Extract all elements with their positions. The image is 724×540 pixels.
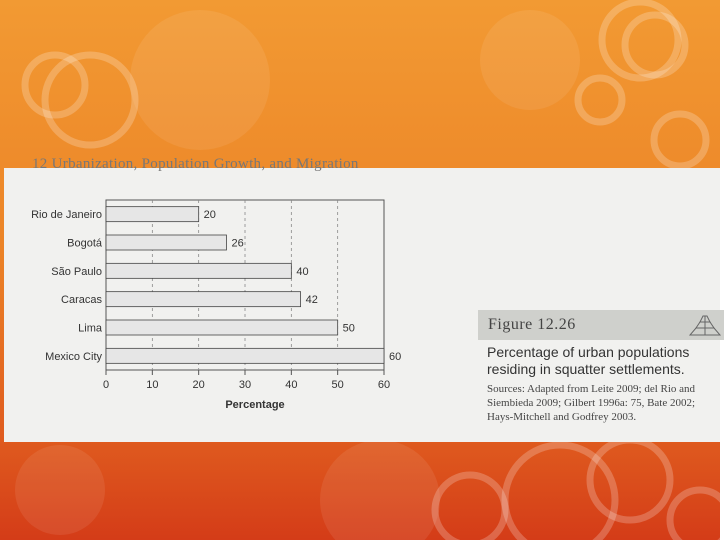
category-label: Caracas: [61, 294, 102, 307]
x-tick-label: 0: [102, 379, 110, 391]
value-label: 50: [342, 322, 355, 335]
x-tick-label: 40: [285, 379, 298, 391]
bar: [106, 235, 226, 250]
figure-label: Figure 12.26: [488, 316, 576, 333]
bar: [106, 263, 291, 278]
bar: [106, 320, 338, 335]
value-label: 26: [231, 237, 244, 250]
chart-plot: [31, 200, 401, 411]
bar: [106, 292, 301, 307]
category-label: Bogotá: [67, 237, 102, 250]
figure-label-box: [478, 310, 724, 340]
x-axis-title: Percentage: [225, 399, 285, 411]
x-tick-label: 30: [238, 379, 252, 391]
x-tick-label: 10: [146, 379, 159, 391]
x-tick-label: 60: [377, 379, 391, 391]
caption-sources: Sources: Adapted from Leite 2009; del Rio and Siembieda 2009; Gilbert 1996a: 75, Bate 2002; Hays-Mitchell and Godfrey 2003.: [487, 383, 696, 423]
category-label: São Paulo: [51, 265, 102, 278]
caption-title: Percentage of urban populations residing in squatter settlements.: [487, 344, 690, 377]
value-label: 42: [305, 294, 318, 307]
category-label: Mexico City: [45, 350, 102, 363]
x-tick-label: 50: [331, 379, 344, 391]
category-label: Lima: [78, 322, 102, 335]
bar: [106, 348, 384, 363]
x-tick-label: 20: [192, 379, 205, 391]
bar: [106, 207, 199, 222]
category-label: Rio de Janeiro: [31, 209, 102, 222]
page-header-fragment: 12 Urbanization, Population Growth, and Migration: [32, 156, 359, 172]
scanned-figure-panel: [4, 156, 720, 442]
value-label: 20: [203, 209, 216, 222]
value-label: 60: [389, 350, 402, 363]
value-label: 40: [296, 265, 309, 278]
pyramid-icon: [688, 314, 722, 336]
